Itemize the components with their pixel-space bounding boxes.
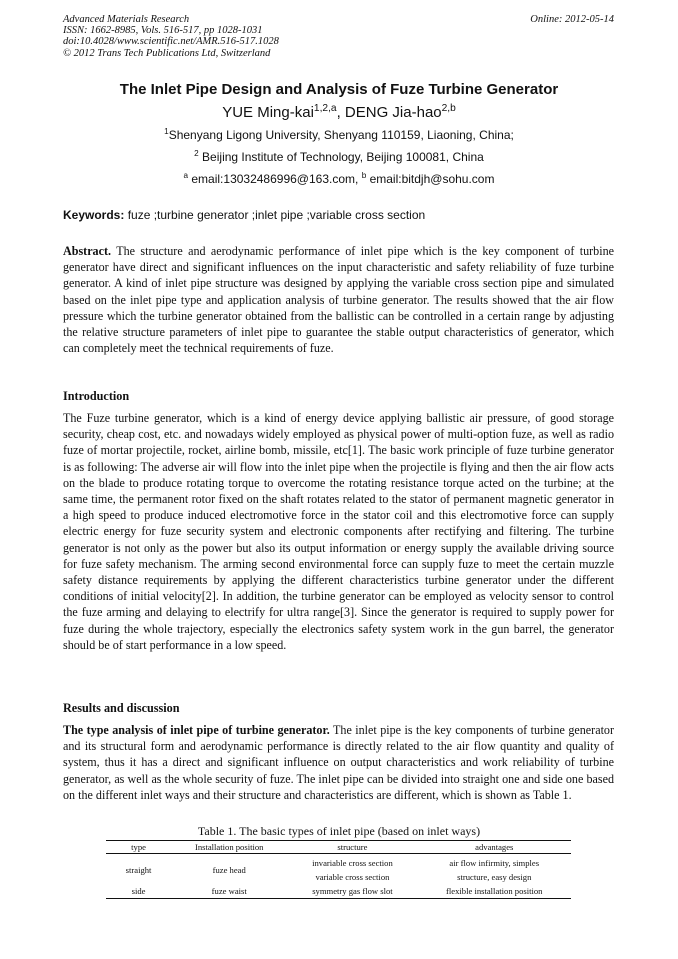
table-caption: Table 1. The basic types of inlet pipe (based on inlet ways) <box>197 824 481 838</box>
author-superscript: 2,b <box>441 103 456 114</box>
results-lead: The type analysis of inlet pipe of turbine generator. <box>63 723 330 737</box>
table-cell <box>418 854 571 885</box>
table-row <box>106 854 571 885</box>
affiliation-1 <box>0 128 678 142</box>
table-cell: fuze waist <box>171 884 287 899</box>
table-header-cell: type <box>106 841 171 854</box>
table-cell <box>287 854 417 885</box>
table-cell: straight <box>125 865 152 875</box>
author-separator: , <box>336 104 345 121</box>
table-cell-line: structure, easy design <box>457 872 532 882</box>
abstract-label: Abstract. <box>63 244 112 258</box>
section-heading-results: Results and discussion <box>63 701 180 715</box>
keywords-label: Keywords: <box>63 208 125 222</box>
table-cell: flexible installation position <box>418 884 571 899</box>
doi-line: doi:10.4028/www.scientific.net/AMR.516-517.1028 <box>63 36 279 48</box>
inlet-pipe-types-table <box>106 840 571 899</box>
section-heading-introduction: Introduction <box>63 389 130 403</box>
table-header-row <box>106 841 571 854</box>
affiliation-marker: 2 <box>194 149 199 158</box>
table-cell: side <box>106 884 171 899</box>
table-header-cell: advantages <box>418 841 571 854</box>
email-text: email:bitdjh@sohu.com <box>366 172 495 186</box>
abstract-text: The structure and aerodynamic performance of inlet pipe which is the key component of turbine generator have direct and significant influences on the input characteristic and safety reliability of fuze turbine generator. A kind of inlet pipe structure was designed by applying the variable cross section pipe and simulated based on the inlet pipe type and application analysis of turbine generator. The results showed that the air flow pressure which the turbine generator obtained from the ballistic can be controlled in a certain range by adjusting the relative structure parameters of inlet pipe to guarantee the stable output characteristics of generator, which can completely meet the technical requirements of fuze. <box>63 244 614 356</box>
table-cell: symmetry gas flow slot <box>287 884 417 899</box>
email-marker: b <box>361 171 367 180</box>
table-cell: fuze head <box>212 865 246 875</box>
introduction-paragraph: The Fuze turbine generator, which is a kind of energy device applying ballistic air pressure, of good storage security, cheap cost, etc. and nowadays widely employed as physical power of multi-option fuze, as well as radio fuze of mortar projectile, rocket, airline bomb, missile, etc[1]. The basic work principle of fuze turbine generator is as following: The adverse air will flow into the inlet pipe when the projectile is flying and then the air flow acts on the blade to produce rotating torque to overcome the rotating resistance torque acted on the turbine; at the same time, the permanent rotor fixed on the shaft rotates related to the stator of permanent magnetic generator in a high speed to produce induced electromotive force in the stator coil and this electromotive force can supply electric energy for fuze security system and electronic components after rectifying and filtering. The turbine generator is not only as the power but also its output information or energy supply the available driving source for fuze safety mechanism. The arming second environmental force can supply fuze to meet the certain muzzle safety distance requirements by applying the different characteristics turbine generator under the different conditions of initial velocity[2]. In addition, the turbine generator can be employed as velocity sensor to control the fuze arming and delaying to electrify for ultra range[3]. Since the generator is required to supply power for fuze during the whole trajectory, especially the electronics safety system work in the gun barrel, the generator should be of start performance in a low speed. <box>63 411 614 652</box>
email-marker: a <box>183 171 189 180</box>
table-cell-line: variable cross section <box>315 872 390 882</box>
table-header-cell: Installation position <box>171 841 287 854</box>
author-superscript: 1,2,a <box>313 103 337 114</box>
keywords <box>63 208 425 222</box>
affiliation-text: Shenyang Ligong University, Shenyang 110159, Liaoning, China; <box>168 128 514 142</box>
paper-title: The Inlet Pipe Design and Analysis of Fuze Turbine Generator <box>119 81 559 98</box>
affiliation-marker: 1 <box>164 127 169 136</box>
journal-header <box>63 14 279 59</box>
author-line <box>0 104 678 121</box>
affiliation-text: Beijing Institute of Technology, Beijing 100081, China <box>198 150 484 164</box>
abstract <box>63 243 614 356</box>
table-row <box>106 884 571 899</box>
keywords-text: fuze ;turbine generator ;inlet pipe ;variable cross section <box>124 208 426 222</box>
results-text: The inlet pipe is the key components of turbine generator and its structural form and aerodynamic performance is directly related to the air flow quantity and quality of system, thus it has a direct and significant influence on output characteristics and work reliability of turbine generator, as well as the whole security of fuze. The inlet pipe can be divided into straight one and side one based on the different inlet ways and their structure and characteristics are different, which is shown as Table 1. <box>63 723 615 802</box>
affiliation-2 <box>0 150 678 164</box>
issn-line: ISSN: 1662-8985, Vols. 516-517, pp 1028-1031 <box>63 25 263 37</box>
author-name: YUE Ming-kai <box>222 104 314 121</box>
email-line <box>0 172 678 186</box>
journal-name: Advanced Materials Research <box>63 14 190 25</box>
results-paragraph <box>63 722 614 803</box>
author-name: DENG Jia-hao <box>344 104 442 121</box>
email-text: email:13032486996@163.com, <box>188 172 362 186</box>
table-cell-line: invariable cross section <box>312 858 393 868</box>
table-header-cell: structure <box>287 841 417 854</box>
copyright-line: © 2012 Trans Tech Publications Ltd, Switzerland <box>63 47 271 59</box>
online-date: Online: 2012-05-14 <box>530 14 614 25</box>
table-cell-line: air flow infirmity, simples <box>449 858 540 868</box>
